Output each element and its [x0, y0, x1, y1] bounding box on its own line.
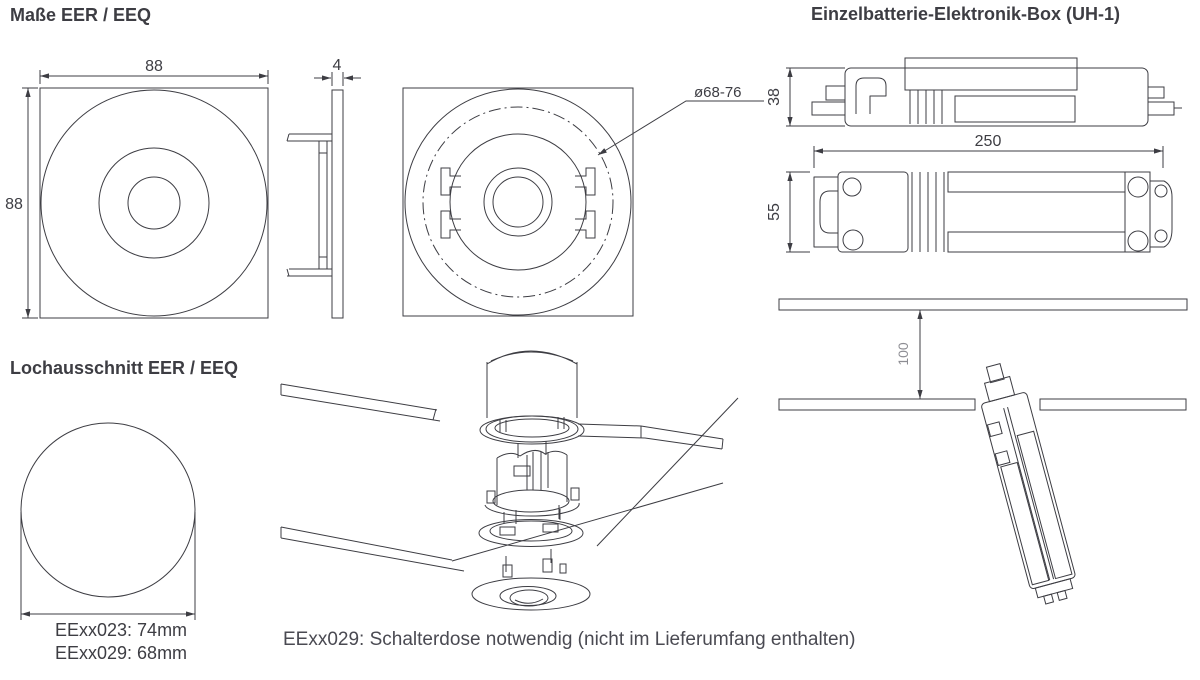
section-title-battery-box: Einzelbatterie-Elektronik-Box (UH-1): [811, 4, 1121, 24]
tilted-box: [972, 359, 1081, 607]
exploded-view-drawing: [281, 351, 738, 610]
dim-front-height: 88: [5, 196, 23, 213]
dim-box-width: 55: [766, 203, 783, 221]
box-top-view-drawing: [766, 133, 1172, 252]
cutout-label-eexx029: EExx029: 68mm: [55, 643, 188, 663]
side-view-drawing: [287, 57, 361, 318]
dim-bezel-depth: 4: [332, 57, 342, 74]
dim-front-width: 88: [145, 58, 163, 75]
dim-box-length: 250: [974, 133, 1002, 150]
section-title-dimensions: Maße EER / EEQ: [10, 5, 152, 25]
dim-cutout-range: ø68-76: [694, 84, 742, 101]
front-view-drawing: [5, 58, 268, 318]
cutout-drawing: [21, 423, 195, 620]
installation-note: EExx029: Schalterdose notwendig (nicht im Lieferumfang enthalten): [283, 629, 856, 650]
dim-box-height: 38: [766, 88, 783, 106]
rear-view-drawing: [403, 84, 764, 316]
ceiling-mount-drawing: [779, 299, 1187, 607]
section-title-cutout: Lochausschnitt EER / EEQ: [10, 358, 239, 378]
dim-recess-depth: 100: [895, 342, 911, 366]
cutout-label-eexx023: EExx023: 74mm: [55, 620, 188, 640]
box-side-view-drawing: [766, 58, 1182, 126]
